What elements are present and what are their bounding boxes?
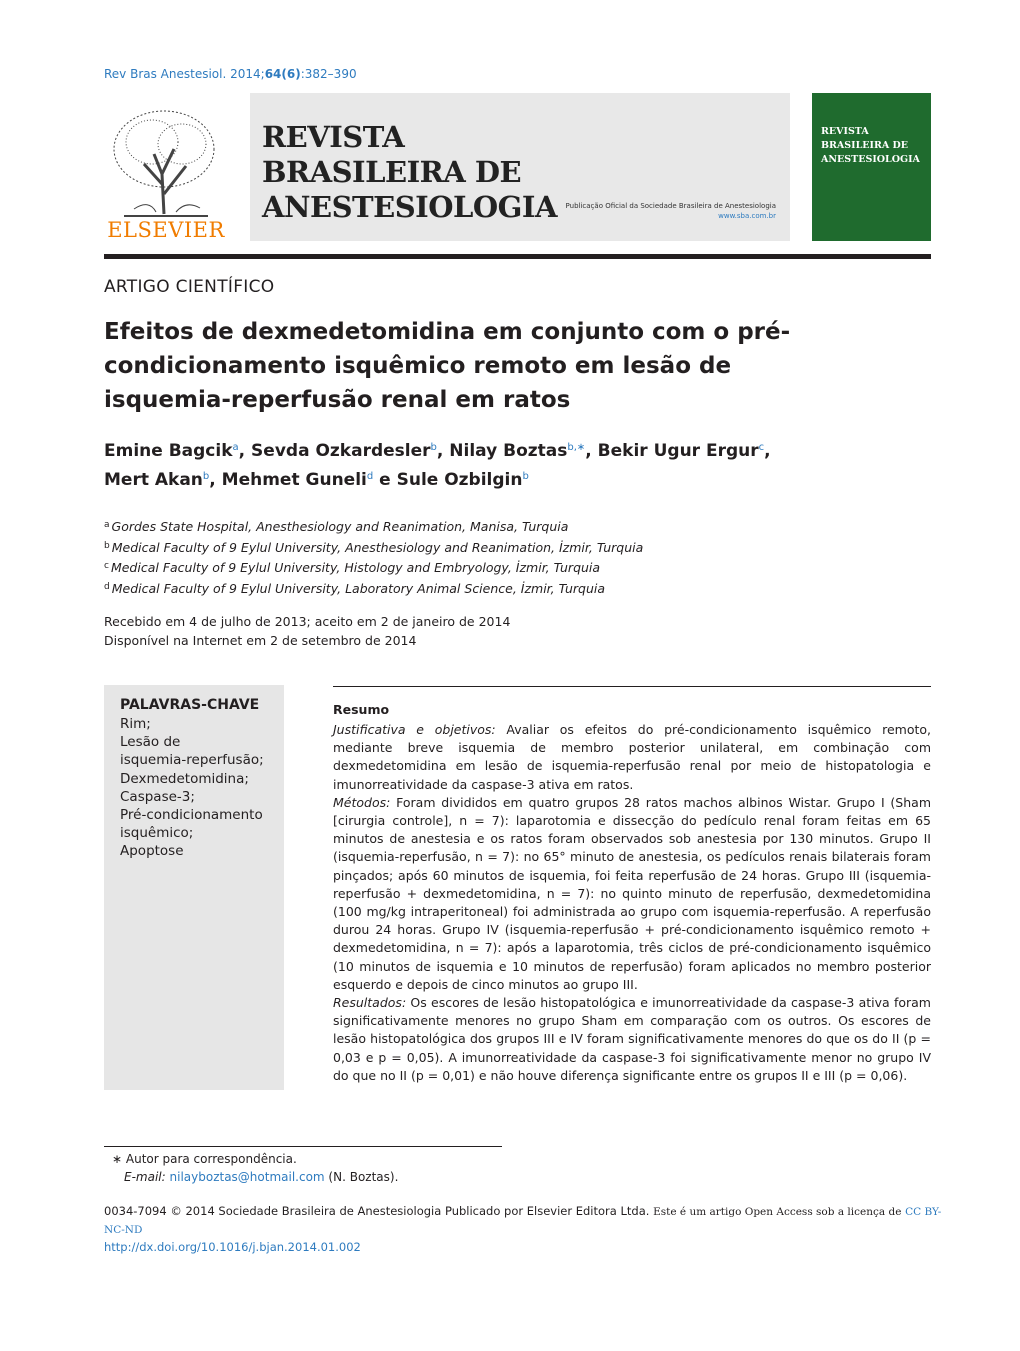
cover-title-line: REVISTA [821,126,869,137]
author-name: Mehmet Guneli [221,470,367,490]
abstract-text: Avaliar os efeitos do pré-condicionamento isquêmico remoto, mediante breve isquemia de membro posterior unilateral, em combinação com dexmedetomidina em lesão de isquemia-reperfusão renal por meio de histopatologia e imunorreatividade da caspase-3 ativa em ratos. [333,722,931,792]
header-divider [104,254,931,259]
journal-title-line: ANESTESIOLOGIA [262,190,557,224]
section-label: ARTIGO CIENTÍFICO [104,277,275,297]
correspondence-footnote [112,1150,398,1186]
publisher-wordmark: ELSEVIER [107,218,225,242]
author-separator: e [373,470,397,490]
author-name: Sevda Ozkardesler [251,441,431,461]
footnote-corr-text: Autor para correspondência. [125,1152,297,1166]
author-separator: , [209,470,222,490]
abstract-divider [333,686,931,687]
email-label: E-mail: [124,1170,166,1184]
doi-link[interactable]: http://dx.doi.org/10.1016/j.bjan.2014.01.002 [104,1240,361,1254]
abstract-body [333,721,931,1085]
affiliation-item [104,516,904,537]
abstract-lead: Métodos: [333,794,391,810]
footnote-email-line [112,1168,398,1186]
affiliation-list [104,516,904,598]
footnote-divider [104,1146,502,1147]
author-affiliation-mark[interactable]: a [232,442,239,453]
email-link[interactable]: nilayboztas@hotmail.com [169,1170,325,1184]
author-affiliation-mark[interactable]: b [430,442,437,453]
elsevier-tree-logo [104,104,228,234]
author-name: Nilay Boztas [449,441,568,461]
journal-title-line: BRASILEIRA DE [262,155,522,189]
author-name: Sule Ozbilgin [396,470,523,490]
abstract-paragraph [333,994,931,1085]
affiliation-text: Gordes State Hospital, Anesthesiology and Reanimation, Manisa, Turquia [111,519,569,534]
author-separator: , [436,441,450,461]
copyright-text: 0034-7094 © 2014 Sociedade Brasileira de Anestesiologia Publicado por Elsevier Editora Ltda. [104,1204,650,1218]
keyword-item: Dexmedetomidina; [120,770,249,787]
license-link[interactable]: CC BY-NC-ND [104,1206,942,1236]
keywords-box [104,685,284,1090]
affiliation-text: Medical Faculty of 9 Eylul University, Anesthesiology and Reanimation, İzmir, Turquia [111,539,644,555]
keywords-heading: PALAVRAS-CHAVE [120,697,260,713]
cover-title [821,125,920,167]
author-affiliation-mark[interactable]: d [366,471,374,482]
journal-url-link[interactable]: www.sba.com.br [718,212,776,220]
abstract-text: Os escores de lesão histopatológica e imunorreatividade da caspase-3 ativa foram significativamente menores no grupo Sham em comparação com os outros. Os escores de lesão histopatológica dos grupos III e IV foram significativamente menores do que os do II (p = 0,03 e p = 0,05). A imunorreatividade da caspase-3 foi significativamente menor no grupo IV do que no II (p = 0,01) e não houve diferença significante entre os grupos II e III (p = 0,06). [333,995,931,1083]
affiliation-text: Medical Faculty of 9 Eylul University, Histology and Embryology, İzmir, Turquia [110,560,601,575]
affiliation-mark: d [104,581,110,592]
abstract-heading: Resumo [333,702,390,717]
author-affiliation-mark[interactable]: b [202,471,210,482]
license-text: Este é um artigo Open Access sob a licença de [653,1206,902,1218]
abstract-lead: Resultados: [333,995,407,1011]
keyword-item: Pré-condicionamento [120,807,263,824]
affiliation-item [104,537,904,558]
journal-title-line: REVISTA [262,120,405,154]
email-suffix: (N. Boztas). [324,1170,399,1184]
keyword-item: isquemia-reperfusão; [120,752,264,769]
author-name: Mert Akan [104,470,203,490]
abstract-paragraph [333,794,931,994]
received-date: Recebido em 4 de julho de 2013; aceito em 2 de janeiro de 2014 [104,614,511,629]
affiliation-text: Medical Faculty of 9 Eylul University, Laboratory Animal Science, İzmir, Turquia [111,580,606,596]
keyword-item: Rim; [120,716,151,732]
author-affiliation-mark[interactable]: b,∗ [567,442,586,453]
cover-title-line: ANESTESIOLOGIA [821,154,920,165]
abstract-lead: Justificativa e objetivos: [333,722,496,737]
cover-title-line: BRASILEIRA DE [821,140,909,151]
journal-ref-pages: :382–390 [300,67,357,81]
abstract-paragraph [333,721,931,794]
affiliation-item [104,578,904,599]
abstract-text: Foram divididos em quatro grupos 28 ratos machos albinos Wistar. Grupo I (Sham [cirurgia controle], n = 7): laparotomia e dissecção do pedículo renal foram feitas em 65 minutos de anestesia e os ratos foram observados sob anestesia por 130 minutos. Grupo II (isquemia-reperfusão, n = 7): no 65° minuto de anestesia, os pedículos renais bilaterais foram pinçados; após 60 minutos de isquemia, foi feita reperfusão de 24 horas. Grupo III (isquemia-reperfusão + dexmedetomidina, n = 7): no quinto minuto de reperfusão, dexmedetomidina (100 mg/kg intraperitoneal) foi administrada ao grupo com isquemia-reperfusão. A reperfusão durou 24 horas. Grupo IV (isquemia-reperfusão + pré-condicionamento isquêmico remoto + dexmedetomidina, n = 7): após a laparotomia, três ciclos de pré-condicionamento isquêmico (10 minutos de isquemia e 10 minutos de reperfusão) foram aplicados no membro posterior esquerdo e depois de cinco minutos ao grupo III. [333,794,931,992]
online-date: Disponível na Internet em 2 de setembro de 2014 [104,633,417,648]
copyright-block [104,1203,954,1256]
article-title: Efeitos de dexmedetomidina em conjunto com o pré-condicionamento isquêmico remoto em lesão de isquemia-reperfusão renal em ratos [104,319,791,413]
keyword-item: Lesão de [120,734,181,751]
journal-subtitle-text: Publicação Oficial da Sociedade Brasileira de Anestesiologia [565,202,776,210]
journal-reference[interactable] [104,67,357,81]
journal-cover-thumbnail [812,93,931,241]
article-dates [104,612,510,650]
copyright-line [104,1203,954,1239]
affiliation-mark: a [104,520,110,530]
author-name: Emine Bagcik [104,441,233,461]
author-separator: , [238,441,252,461]
keyword-item: isquêmico; [120,825,194,842]
author-separator: , [764,441,771,461]
author-affiliation-mark[interactable]: b [522,471,529,482]
affiliation-mark: c [104,561,109,571]
author-affiliation-mark[interactable]: c [758,442,765,453]
footnote-corr-line [112,1150,398,1168]
keyword-item: Apoptose [120,843,184,860]
journal-ref-volume: 64(6) [264,67,301,81]
journal-subtitle [564,201,776,221]
author-name: Bekir Ugur Ergur [597,441,759,461]
author-separator: , [585,441,598,461]
author-list [104,435,824,493]
affiliation-mark: b [104,540,110,551]
journal-title [262,120,562,225]
affiliation-item [104,557,904,578]
asterisk-mark: ∗ [112,1152,126,1166]
keyword-item: Caspase-3; [120,788,195,805]
journal-ref-prefix: Rev Bras Anestesiol. 2014; [104,67,265,81]
